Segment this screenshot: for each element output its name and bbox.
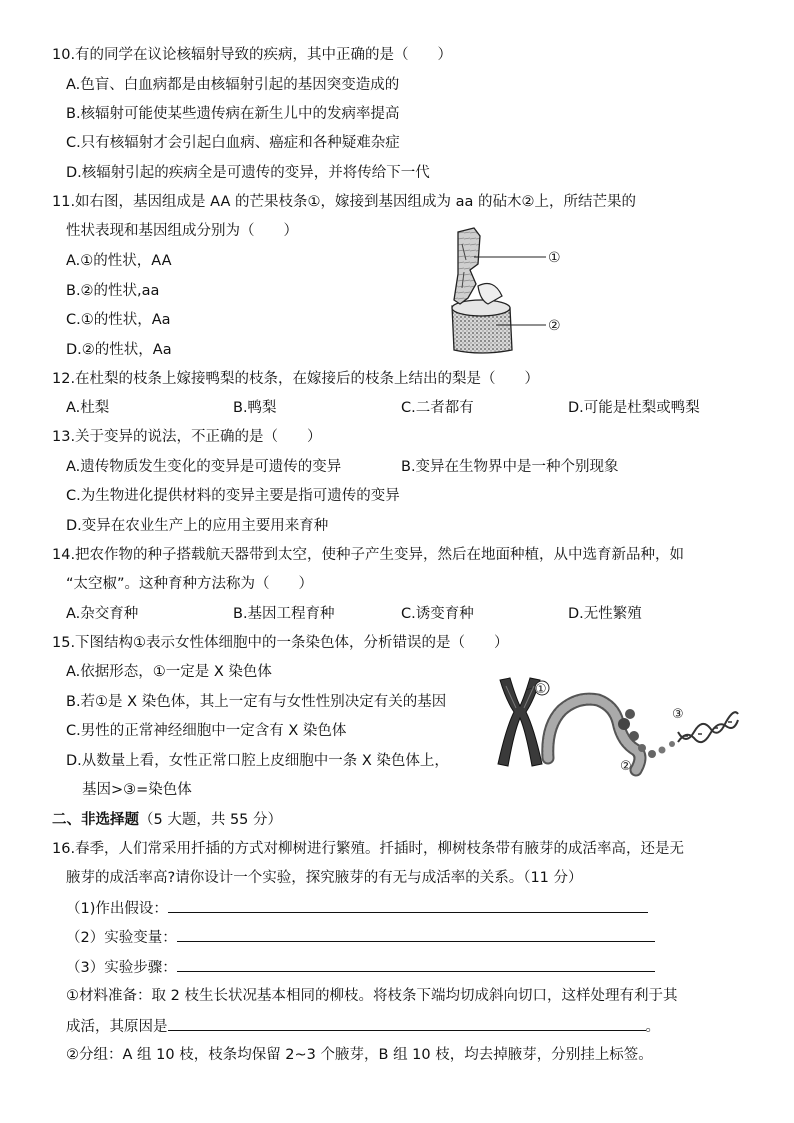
q12-option-c: C.二者都有 <box>401 400 474 416</box>
q16-step-2: ②分组：A 组 10 枝，枝条均保留 2~3 个腋芽，B 组 10 枝，均去掉腋芽，分别挂上标签。 <box>66 1047 653 1063</box>
q15-stem: 15.下图结构①表示女性体细胞中的一条染色体，分析错误的是（ ） <box>52 635 509 651</box>
q11-stem: 11.如右图，基因组成是 AA 的芒果枝条①，嫁接到基因组成为 aa 的砧木②上，所结芒果的 <box>52 194 637 210</box>
q16-part-2-label: （2）实验变量： <box>66 930 177 946</box>
q16-stem: 16.春季，人们常采用扦插的方式对柳树进行繁殖。扦插时，柳树枝条带有腋芽的成活率高，还是无 <box>52 841 685 857</box>
q15-option-c: C.男性的正常神经细胞中一定含有 X 染色体 <box>66 723 347 739</box>
q16-step-1-reason-label: 成活，其原因是 <box>66 1019 168 1035</box>
q16-part-3 <box>66 957 655 978</box>
q13-option-a: A.遗传物质发生变化的变异是可遗传的变异 <box>66 459 342 475</box>
section-2-title: 二、非选择题 <box>52 812 139 828</box>
q14-stem-cont: “太空椒”。这种育种方法称为（ ） <box>66 576 314 592</box>
q14-option-d: D.无性繁殖 <box>568 606 642 622</box>
q12-stem: 12.在杜梨的枝条上嫁接鸭梨的枝条，在嫁接后的枝条上结出的梨是（ ） <box>52 371 540 387</box>
q12-option-b: B.鸭梨 <box>233 400 277 416</box>
q16-part-1-label: （1)作出假设： <box>66 901 168 917</box>
q12-option-d: D.可能是杜梨或鸭梨 <box>568 400 700 416</box>
q11-option-b: B.②的性状,aa <box>66 283 160 299</box>
q16-stem-cont: 腋芽的成活率高?请你设计一个实验，探究腋芽的有无与成活率的关系。（11 分） <box>66 870 583 886</box>
q10-stem: 10.有的同学在议论核辐射导致的疾病，其中正确的是（ ） <box>52 47 453 63</box>
q16-step-1-end: 。 <box>645 1019 660 1035</box>
q13-option-c: C.为生物进化提供材料的变异主要是指可遗传的变异 <box>66 488 400 504</box>
chromosome-label-1: ① <box>535 682 547 697</box>
q16-part-1 <box>66 898 648 919</box>
q10-option-a: A.色盲、白血病都是由核辐射引起的基因突变造成的 <box>66 77 400 93</box>
q15-option-d: D.从数量上看，女性正常口腔上皮细胞中一条 X 染色体上， <box>66 753 449 769</box>
q15-option-a: A.依据形态，①一定是 X 染色体 <box>66 664 272 680</box>
q14-option-a: A.杂交育种 <box>66 606 139 622</box>
q10-option-c: C.只有核辐射才会引起白血病、癌症和各种疑难杂症 <box>66 135 400 151</box>
q14-option-c: C.诱变育种 <box>401 606 474 622</box>
graft-label-2: ② <box>548 318 561 334</box>
steps-blank[interactable] <box>177 957 655 972</box>
reason-blank[interactable] <box>168 1016 646 1031</box>
q14-option-b: B.基因工程育种 <box>233 606 335 622</box>
q11-stem-cont: 性状表现和基因组成分别为（ ） <box>66 223 298 239</box>
chromosome-label-2: ② <box>620 759 632 774</box>
grafting-figure <box>440 224 580 358</box>
q13-option-b: B.变异在生物界中是一种个别现象 <box>401 459 619 475</box>
q12-option-a: A.杜梨 <box>66 400 110 416</box>
q15-option-b: B.若①是 X 染色体，其上一定有与女性性别决定有关的基因 <box>66 694 447 710</box>
section-2-note: （5 大题，共 55 分） <box>139 812 283 828</box>
graft-label-1: ① <box>548 250 561 266</box>
variable-blank[interactable] <box>177 927 655 942</box>
q11-option-a: A.①的性状，AA <box>66 253 172 269</box>
q16-step-1: ①材料准备：取 2 枝生长状况基本相同的柳枝。将枝条下端均切成斜向切口，这样处理有利于其 <box>66 988 678 1004</box>
q14-stem: 14.把农作物的种子搭载航天器带到太空，使种子产生变异，然后在地面种植，从中选育新品种，如 <box>52 547 685 563</box>
q16-part-2 <box>66 927 655 948</box>
q16-part-3-label: （3）实验步骤： <box>66 960 177 976</box>
q13-option-d: D.变异在农业生产上的应用主要用来育种 <box>66 518 329 534</box>
q10-option-b: B.核辐射可能使某些遗传病在新生儿中的发病率提高 <box>66 106 400 122</box>
chromosome-figure <box>486 666 742 784</box>
q10-option-d: D.核辐射引起的疾病全是可遗传的变异，并将传给下一代 <box>66 165 430 181</box>
q15-option-d-cont: 基因>③=染色体 <box>82 782 192 798</box>
chromosome-label-3: ③ <box>672 707 684 722</box>
q11-option-d: D.②的性状，Aa <box>66 342 172 358</box>
hypothesis-blank[interactable] <box>168 898 648 913</box>
section-2-header <box>52 810 282 830</box>
q13-stem: 13.关于变异的说法，不正确的是（ ） <box>52 429 322 445</box>
q16-step-1-cont <box>66 1016 660 1037</box>
q11-option-c: C.①的性状，Aa <box>66 312 171 328</box>
